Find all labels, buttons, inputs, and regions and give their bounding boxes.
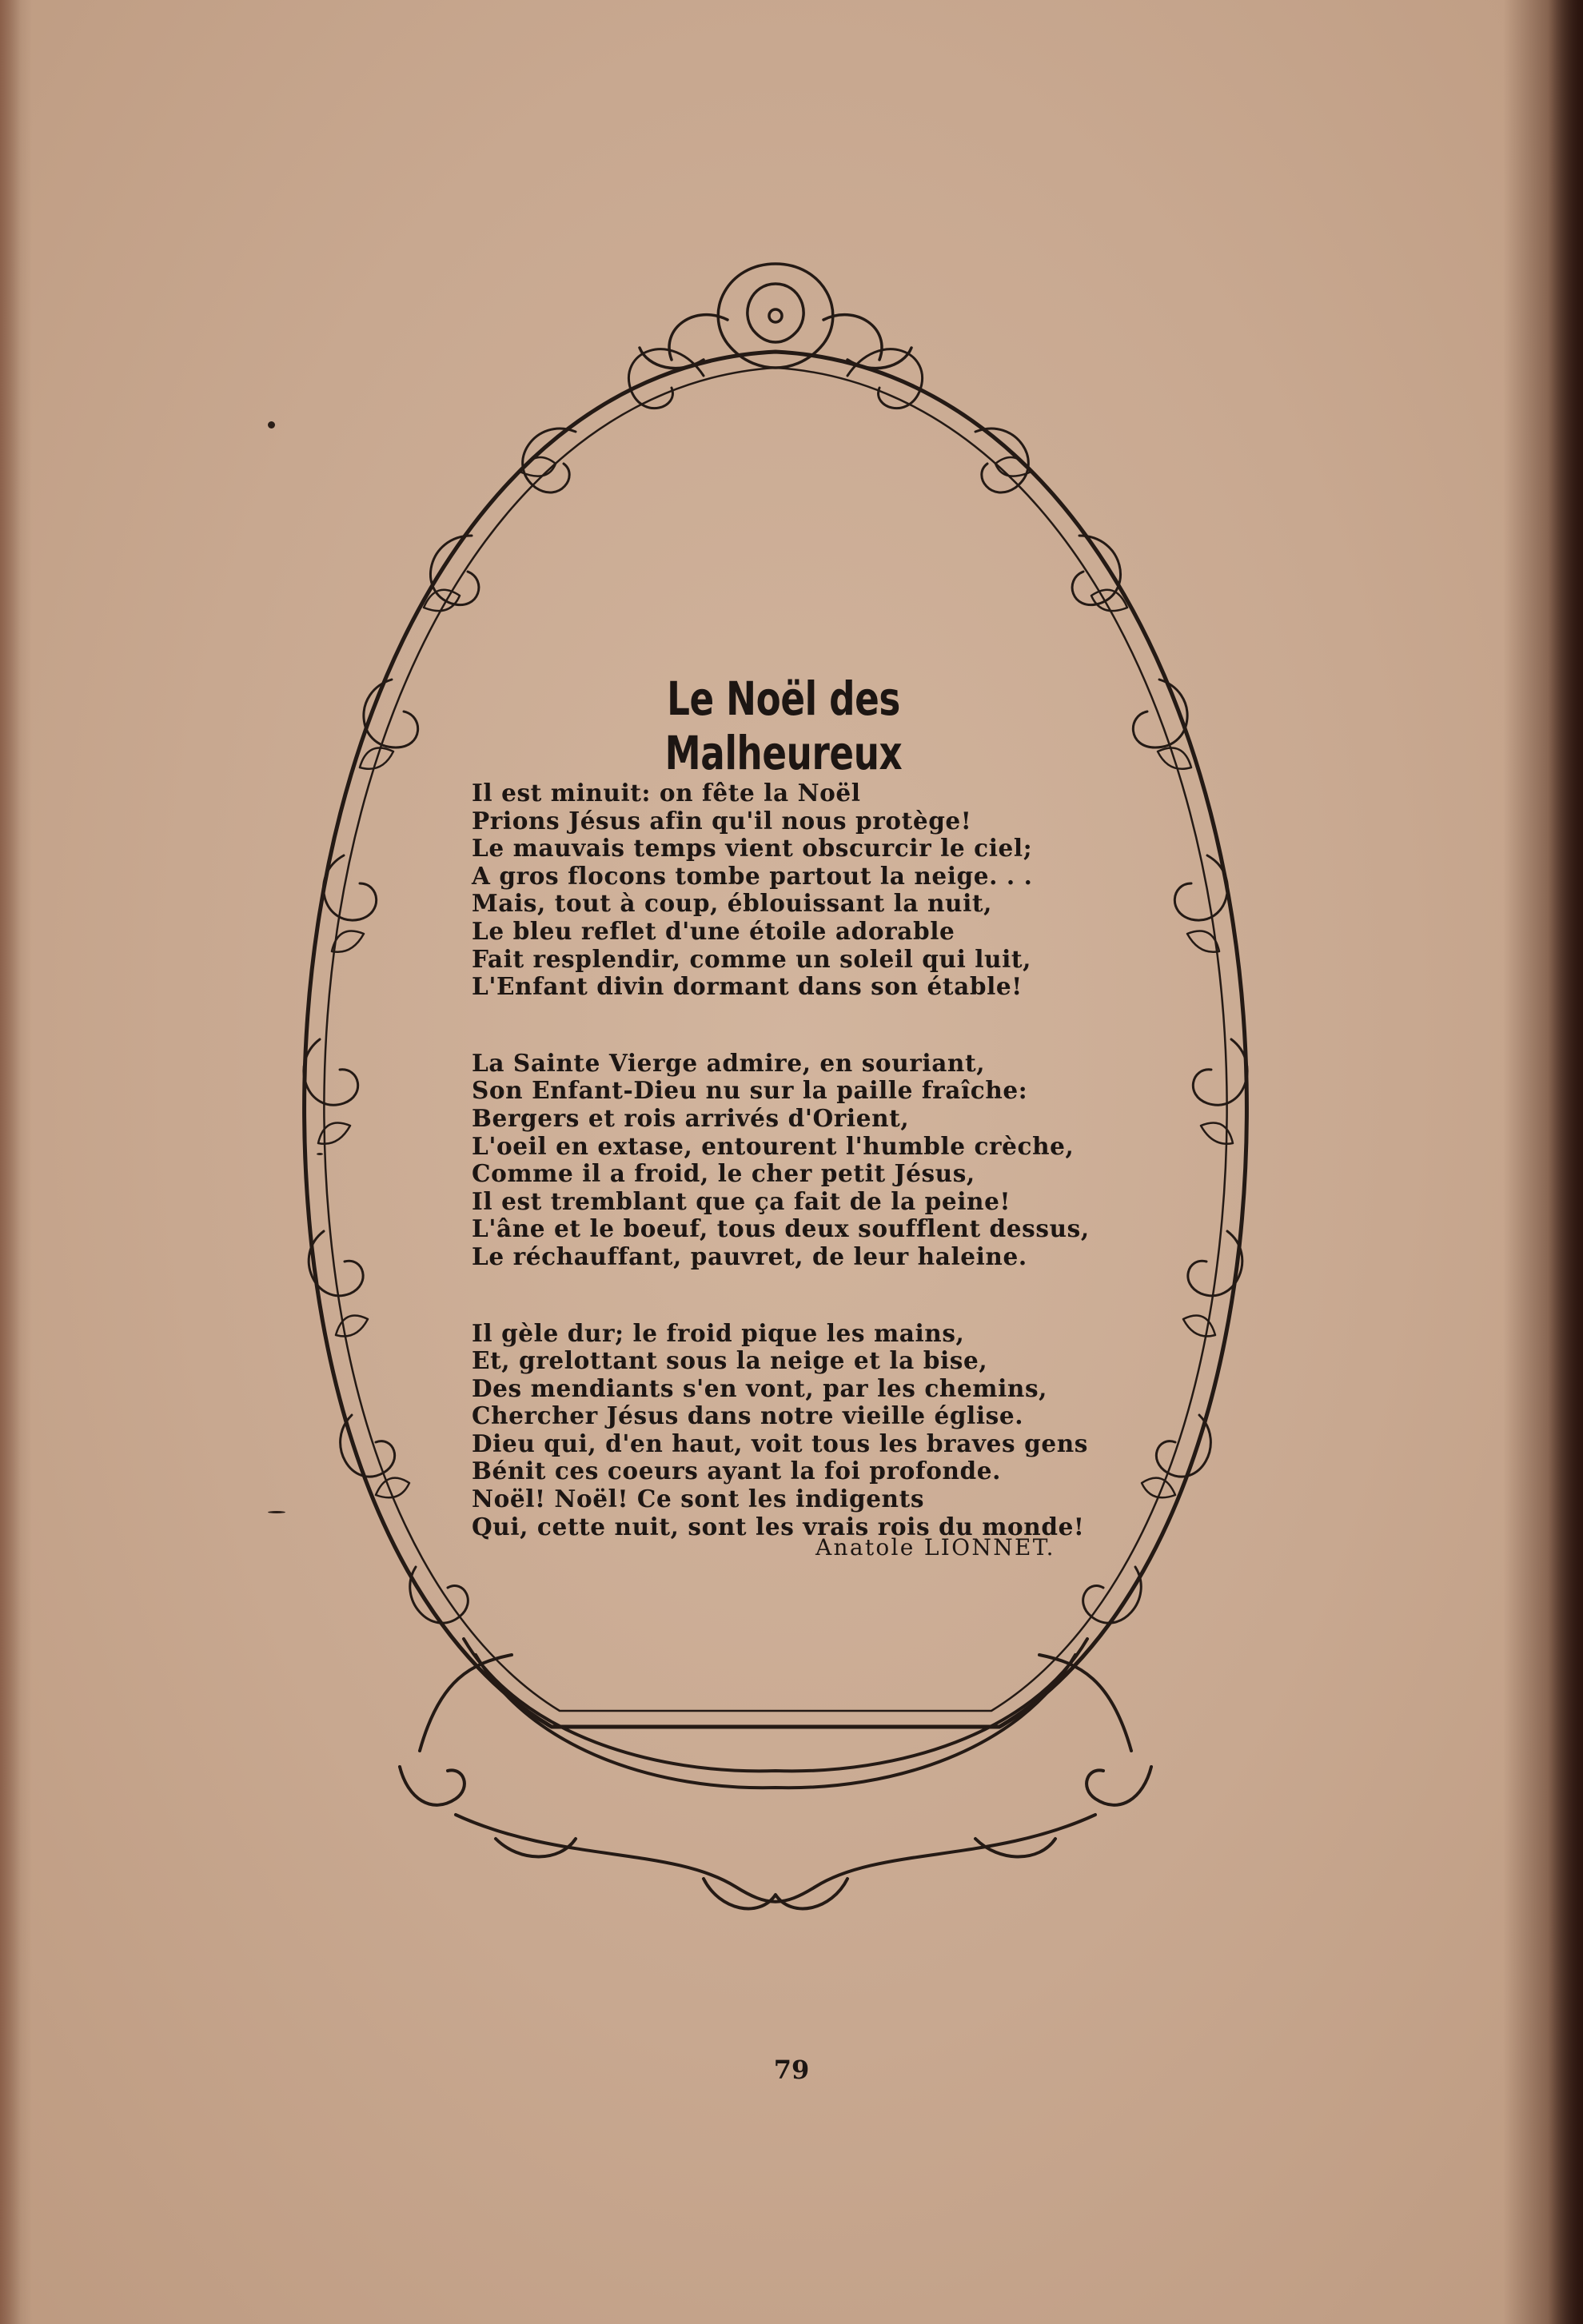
poem-line: Le bleu reflet d'une étoile adorable xyxy=(472,916,955,945)
poem-line: A gros flocons tombe partout la neige. . . xyxy=(472,861,1033,890)
poem-line: Son Enfant-Dieu nu sur la paille fraîche: xyxy=(472,1076,1028,1105)
poem-line: Fait resplendir, comme un soleil qui luit, xyxy=(472,944,1032,973)
poem-body xyxy=(472,779,1159,1589)
ink-speck xyxy=(268,1511,285,1513)
poem-line: L'âne et le boeuf, tous deux soufflent dessus, xyxy=(472,1214,1090,1243)
poem-line: Bénit ces coeurs ayant la foi profonde. xyxy=(472,1457,1002,1485)
spine-shadow xyxy=(0,0,21,2324)
poem-line: Des mendiants s'en vont, par les chemins, xyxy=(472,1373,1048,1402)
poem-line: Bergers et rois arrivés d'Orient, xyxy=(472,1103,910,1132)
poem-line: Chercher Jésus dans notre vieille église. xyxy=(472,1401,1024,1430)
poem-line: Le réchauffant, pauvret, de leur haleine. xyxy=(472,1242,1027,1270)
page-number: 79 xyxy=(773,2055,810,2085)
poem-line: L'Enfant divin dormant dans son étable! xyxy=(472,972,1023,1001)
frame-pedestal xyxy=(400,1639,1151,1908)
stanza-3 xyxy=(472,1320,1159,1541)
poem-line: L'oeil en extase, entourent l'humble crèche, xyxy=(472,1131,1075,1160)
poem-line: Il gèle dur; le froid pique les mains, xyxy=(472,1318,965,1347)
poem-line: Comme il a froid, le cher petit Jésus, xyxy=(472,1159,975,1188)
poem-line: Noël! Noël! Ce sont les indigents xyxy=(472,1485,925,1513)
poem-line: Dieu qui, d'en haut, voit tous les braves gens xyxy=(472,1429,1088,1457)
ink-speck xyxy=(317,1153,323,1155)
poem-line: La Sainte Vierge admire, en souriant, xyxy=(472,1048,986,1077)
ink-speck xyxy=(268,421,275,429)
poem-line: Il est tremblant que ça fait de la peine! xyxy=(472,1186,1011,1215)
poem-line: Qui, cette nuit, sont les vrais rois du monde! xyxy=(472,1512,1085,1541)
poem-line: Prions Jésus afin qu'il nous protège! xyxy=(472,806,972,835)
poem-line: Il est minuit: on fête la Noël xyxy=(472,779,861,807)
stanza-1 xyxy=(472,779,1159,1001)
poem-line: Et, grelottant sous la neige et la bise, xyxy=(472,1346,988,1375)
poem-line: Le mauvais temps vient obscurcir le ciel; xyxy=(472,834,1033,863)
poem-title: Le Noël des Malheureux xyxy=(664,672,903,780)
poem-author: Anatole LIONNET. xyxy=(815,1534,1055,1561)
stanza-2 xyxy=(472,1050,1159,1271)
poem-line: Mais, tout à coup, éblouissant la nuit, xyxy=(472,889,993,918)
page-edge-shadow xyxy=(1548,0,1583,2324)
